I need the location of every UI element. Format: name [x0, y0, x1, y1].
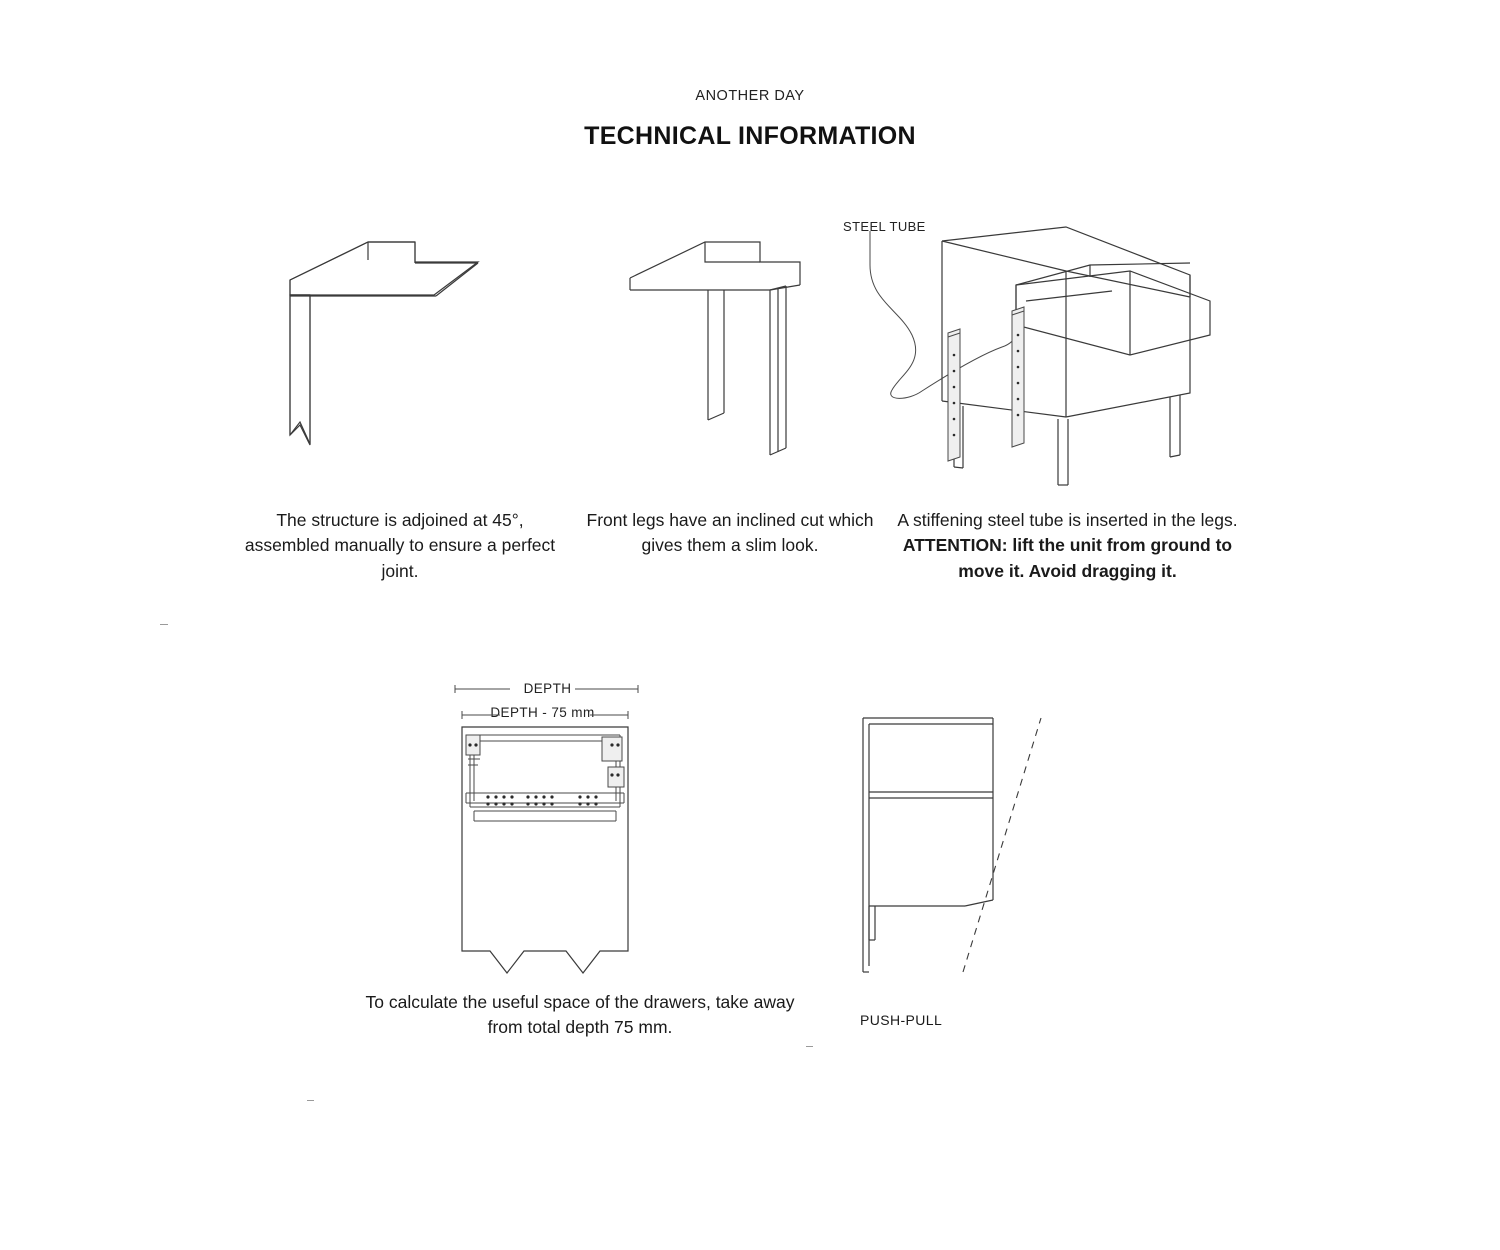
nightstand-steel-tube-diagram: [830, 205, 1250, 505]
figure-structure-45-degrees: [250, 230, 550, 480]
figure-caption-drawer-depth: To calculate the useful space of the drawers, take away from total depth 75 mm.: [365, 992, 795, 1038]
figure-push-pull: [845, 700, 1105, 990]
figure-caption-structure: The structure is adjoined at 45°, assembled manually to ensure a perfect joint.: [244, 510, 556, 581]
figure-caption-front-legs: Front legs have an inclined cut which gives them a slim look.: [586, 510, 874, 556]
cabinet-corner-diagram: [250, 230, 550, 480]
figure-caption-push-pull: PUSH-PULL: [860, 1012, 943, 1028]
caption-attention-note: ATTENTION: lift the unit from ground to move it. Avoid dragging it.: [902, 535, 1233, 581]
figure-drawer-depth: [440, 675, 720, 975]
figure-caption-steel-tube: [895, 508, 1240, 584]
scan-artifact: [806, 1046, 813, 1047]
scan-artifact: [160, 624, 168, 625]
caption-text-steel-tube: A stiffening steel tube is inserted in the legs.: [897, 510, 1238, 530]
steel-tube-label: STEEL TUBE: [843, 219, 926, 234]
scan-artifact: [307, 1100, 314, 1101]
figure-steel-tube: [830, 205, 1250, 495]
drawer-runner-diagram: [440, 675, 730, 975]
push-pull-drawer-diagram: [845, 700, 1125, 1000]
brand-name: ANOTHER DAY: [695, 88, 805, 104]
dimension-label-depth-minus: DEPTH - 75 mm: [490, 705, 595, 720]
dimension-label-depth: DEPTH: [523, 681, 572, 696]
page-title: TECHNICAL INFORMATION: [584, 122, 916, 150]
